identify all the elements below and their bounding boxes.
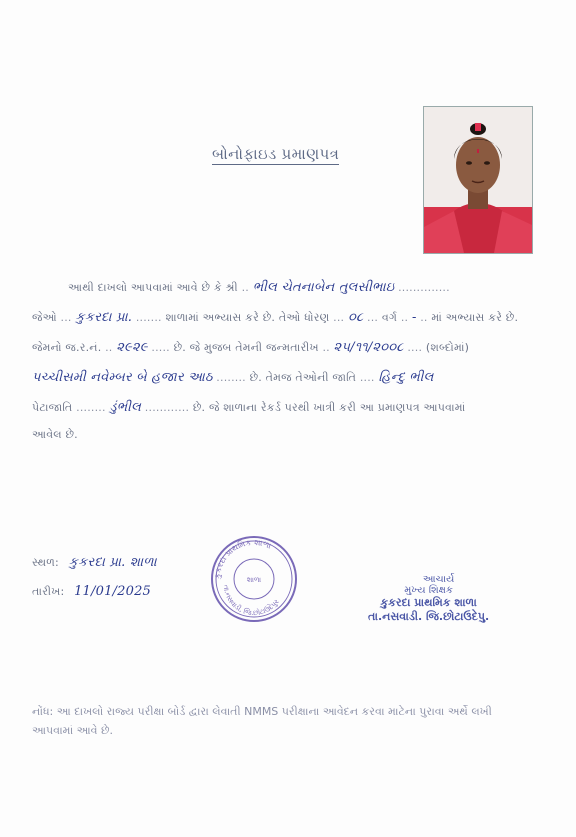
date-row [32, 584, 151, 599]
certificate-title: બોનોફાઇડ પ્રમાણપત્ર [212, 145, 340, 163]
seal-text-bottom: તા.નસવાડી, જિ.છોટાઉદેપુર [221, 584, 281, 618]
certificate-line-6: આવેલ છે. [32, 428, 78, 441]
line3-suffix: (શબ્દોમાં) [425, 341, 470, 354]
signature-school: કુકરદા પ્રાથમિક શાળા [380, 596, 477, 609]
date-label: તારીખ: [32, 585, 65, 598]
certificate-line-2: જેઓ ... કુકરદા પ્રા. ....... શાળામાં અભ્યાસ કરે છે. તેઓ ધોરણ ... ૦૮ ... વર્ગ .. - .. માં અભ્યાસ કરે છે. [32, 310, 519, 325]
signature-address: તા.નસવાડી. જિ.છોટાઉદેપુ. [368, 610, 490, 623]
gr-number: ૨૯૨૯ [116, 340, 148, 355]
class-value: - [411, 310, 417, 325]
place-value: કુકરદા પ્રા. શાળા [68, 555, 157, 570]
line1-prefix: આથી દાખલો આપવામાં આવે છે કે શ્રી [68, 281, 238, 294]
birth-date-words: પચ્ચીસમી નવેમ્બર બે હજાર આઠ [32, 370, 213, 385]
signature-role: મુખ્ય શિક્ષક [404, 585, 453, 596]
place-row [32, 555, 157, 570]
certificate-line-1: આથી દાખલો આપવામાં આવે છે કે શ્રી .. ભીલ ચેતનાબેન તુલસીભાઇ .............. [68, 280, 450, 295]
principal-signature-block [368, 574, 489, 624]
line3-mid: છે. જે મુજબ તેમની જન્મતારીખ [173, 341, 319, 354]
place-label: સ્થળ: [32, 556, 59, 569]
line5-prefix: પેટાજાતિ [32, 401, 73, 414]
student-photo-image [424, 107, 532, 253]
line3-prefix: જેમનો જ.ર.નં. [32, 341, 102, 354]
caste-value: હિન્દુ ભીલ [378, 370, 434, 385]
school-seal [208, 535, 300, 623]
footnote: નોંધ: આ દાખલો રાજ્ય પરીક્ષા બોર્ડ દ્વારા લેવાતી NMMS પરીક્ષાના આવેદન કરવા માટેના પુરાવા અર્થે લખી આપવામાં આવે છે. [32, 705, 492, 737]
signature-title: આચાર્ય [422, 574, 455, 585]
line2-suffix: માં અભ્યાસ કરે છે. [431, 311, 519, 324]
line2-mid: શાળામાં અભ્યાસ કરે છે. તેઓ ધોરણ [165, 311, 330, 324]
date-value: 11/01/2025 [74, 584, 152, 599]
standard-value: ૦૮ [347, 310, 364, 325]
subcaste-value: ડુંભીલ [109, 400, 142, 415]
certificate-line-3: જેમનો જ.ર.નં. .. ૨૯૨૯ ..... છે. જે મુજબ તેમની જન્મતારીખ .. ૨૫/૧૧/૨૦૦૮ .... (શબ્દોમાં) [32, 340, 470, 355]
student-name: ભીલ ચેતનાબેન તુલસીભાઇ [252, 280, 395, 295]
birth-date: ૨૫/૧૧/૨૦૦૮ [333, 340, 404, 355]
student-photo [423, 106, 533, 254]
seal-text-top: કુકરદા પ્રાથમિક શાળા [212, 537, 273, 580]
certificate-line-5: પેટાજાતિ ........ ડુંભીલ ............ છે. જે શાળાના રેકર્ડ પરથી ખાત્રી કરી આ પ્રમાણપત્ર આપવામાં [32, 400, 466, 415]
seal-text-center: શાળા [246, 576, 262, 584]
line4-mid: છે. તેમજ તેઓની જાતિ [249, 371, 357, 384]
school-name: કુકરદા પ્રા. [75, 310, 133, 325]
line5-suffix: છે. જે શાળાના રેકર્ડ પરથી ખાત્રી કરી આ પ્રમાણપત્ર આપવામાં [192, 401, 466, 414]
certificate-line-4: પચ્ચીસમી નવેમ્બર બે હજાર આઠ ........ છે. તેમજ તેઓની જાતિ .... હિન્દુ ભીલ [32, 370, 434, 385]
line2-prefix: જેઓ [32, 311, 57, 324]
class-label: વર્ગ [381, 311, 398, 324]
